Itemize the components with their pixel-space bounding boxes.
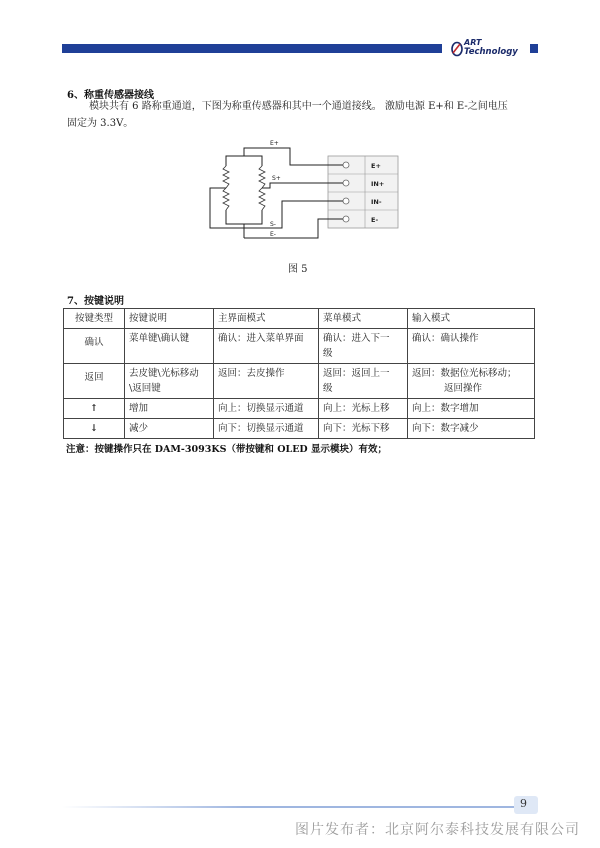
desc-cell: 减少 xyxy=(125,419,214,439)
menu-mode-cell xyxy=(319,364,408,399)
header-square xyxy=(530,44,538,53)
terminal-label-eplus: E+ xyxy=(371,162,381,170)
down-arrow-icon: ↓ xyxy=(64,419,125,439)
menu-line2: 级 xyxy=(323,383,333,394)
wire-label-sminus: S- xyxy=(270,221,276,228)
menu-line1: 返回：返回上一 xyxy=(323,368,390,379)
desc-cell: 菜单键\确认键 xyxy=(125,329,214,364)
wire-label-splus: S+ xyxy=(272,175,281,182)
note-text: 注意：按键操作只在 DAM-3093KS（带按键和 OLED 显示模块）有效； xyxy=(66,444,387,455)
desc-cell: 增加 xyxy=(125,399,214,419)
figure-caption: 图 5 xyxy=(288,264,308,275)
header-cell: 输入模式 xyxy=(408,309,535,329)
up-arrow-icon: ↑ xyxy=(64,399,125,419)
table-row xyxy=(64,419,535,439)
table-header-row xyxy=(64,309,535,329)
desc-cell xyxy=(125,364,214,399)
table-row xyxy=(64,364,535,399)
section7-title: 7、按键说明 xyxy=(67,296,124,307)
footer-line xyxy=(62,806,517,808)
menu-mode-cell xyxy=(319,329,408,364)
wire-label-eminus: E- xyxy=(270,231,276,238)
wire-label-eplus: E+ xyxy=(270,140,279,147)
terminal-screw-4 xyxy=(343,216,349,222)
key-cell: 返回 xyxy=(64,364,125,399)
logo-swoosh-icon xyxy=(450,41,464,57)
bridge-resistors xyxy=(223,166,265,210)
terminal-screw-1 xyxy=(343,162,349,168)
menu-mode-cell: 向上：光标上移 xyxy=(319,399,408,419)
terminal-screw-2 xyxy=(343,180,349,186)
menu-line1: 确认：进入下一 xyxy=(323,333,390,344)
table-row xyxy=(64,399,535,419)
input-mode-cell: 向上：数字增加 xyxy=(408,399,535,419)
key-cell: 确认 xyxy=(64,329,125,364)
header-cell: 按键说明 xyxy=(125,309,214,329)
desc-line2: \返回键 xyxy=(129,383,161,394)
desc-line1: 去皮键\光标移动 xyxy=(129,368,199,379)
logo-line2: Technology xyxy=(464,47,518,57)
section6-para-line1: 模块共有 6 路称重通道，下图为称重传感器和其中一个通道接线。 激励电源 E+和 E-之间电压 xyxy=(89,101,508,112)
section6-title: 6、称重传感器接线 xyxy=(67,90,154,101)
publisher-watermark: 图片发布者：北京阿尔泰科技发展有限公司 xyxy=(295,822,580,838)
wiring-diagram xyxy=(200,136,410,248)
header-cell: 按键类型 xyxy=(64,309,125,329)
main-mode-cell: 确认：进入菜单界面 xyxy=(214,329,319,364)
main-mode-cell: 向上：切换显示通道 xyxy=(214,399,319,419)
main-mode-cell: 返回：去皮操作 xyxy=(214,364,319,399)
page-number: 9 xyxy=(520,797,527,810)
input-mode-cell: 确认：确认操作 xyxy=(408,329,535,364)
header-bar xyxy=(62,44,442,53)
header-cell: 菜单模式 xyxy=(319,309,408,329)
section6-paragraph xyxy=(67,98,508,132)
terminal-screw-3 xyxy=(343,198,349,204)
section6-para-line2: 固定为 3.3V。 xyxy=(67,118,134,129)
terminal-label-inplus: IN+ xyxy=(371,180,385,188)
main-mode-cell: 向下：切换显示通道 xyxy=(214,419,319,439)
input-line1: 返回：数据位光标移动； xyxy=(412,368,517,379)
input-mode-cell xyxy=(408,364,535,399)
art-logo xyxy=(448,38,538,60)
key-table xyxy=(63,308,535,439)
table-row xyxy=(64,329,535,364)
input-line2: 返回操作 xyxy=(444,383,483,394)
logo-line1: ART xyxy=(464,38,482,47)
terminal-label-inminus: IN- xyxy=(371,198,382,206)
menu-mode-cell: 向下：光标下移 xyxy=(319,419,408,439)
menu-line2: 级 xyxy=(323,348,333,359)
header-cell: 主界面模式 xyxy=(214,309,319,329)
terminal-label-eminus: E- xyxy=(371,216,379,224)
input-mode-cell: 向下：数字减少 xyxy=(408,419,535,439)
